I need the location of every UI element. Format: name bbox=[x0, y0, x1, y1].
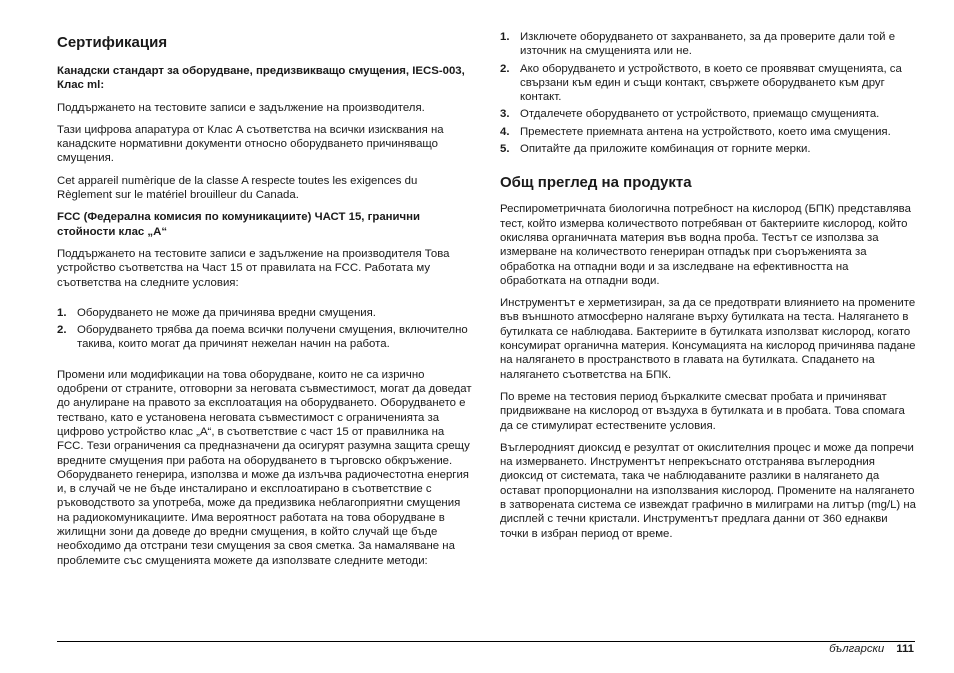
list-item bbox=[500, 125, 916, 139]
list-item bbox=[500, 107, 916, 121]
fcc-heading: FCC (Федерална комисия по комуникациите) ЧАСТ 15, гранични стойности клас „А“ bbox=[57, 211, 421, 238]
certification-heading: Сертификация bbox=[57, 34, 168, 51]
list-number: 1. bbox=[57, 306, 67, 319]
list-number: 3. bbox=[500, 108, 510, 121]
paragraph: Поддържането на тестовите записи е задължение на производителя Това устройство съответства на Част 15 от правилата на FCC. Работата му съответства на следните условия: bbox=[57, 247, 450, 289]
right-column bbox=[500, 30, 916, 549]
list-text: Изключете оборудването от захранването, за да проверите дали той е източник на смущенията или не. bbox=[520, 31, 896, 58]
paragraph: Инструментът е херметизиран, за да се предотврати влиянието на промените във външното атмосферно налягане върху бутилката на теста. Налягането в бутилката се наблюдава. Бактериите в бутилката използват кислород, когато консумират органична материя. Консумацията на кислород причинява падане на налягането в пространството в главата на бутилката. Спадането на налягането съответства на БПК. bbox=[500, 297, 916, 381]
left-column bbox=[57, 30, 473, 576]
list-item bbox=[500, 62, 916, 105]
list-number: 4. bbox=[500, 125, 510, 138]
list-item bbox=[57, 306, 473, 320]
canada-standard-heading: Канадски стандарт за оборудване, предизвикващо смущения, IECS-003, Клас ml: bbox=[57, 65, 465, 92]
list-text: Опитайте да приложите комбинация от горните мерки. bbox=[520, 143, 811, 156]
list-text: Отдалечете оборудването от устройството, приемащо смущенията. bbox=[520, 108, 880, 121]
paragraph: Респирометричната биологична потребност на кислород (БПК) представлява тест, който измерва количеството потребяван от бактериите кислород, който окислява органичната материя във водна проба. Тестът се използва за измерване на количеството генериран отпадък при съоръженията за обработка на отпадни води и за изследване на ефективността на обработката на отпадни води. bbox=[500, 203, 911, 287]
list-number: 2. bbox=[57, 324, 67, 337]
footer-language: български bbox=[829, 643, 885, 655]
list-number: 2. bbox=[500, 62, 510, 75]
paragraph: Cet appareil numèrique de la classe A respecte toutes les exigences du Règlement sur le matériel brouilleur du Canada. bbox=[57, 174, 418, 202]
paragraph: Промени или модификации на това оборудване, които не са изрично одобрени от страните, отговорни за неговата съвместимост, могат да доведат до анулиране на правото за експлоатация на оборудването. Оборудването е тествано, като е установена неговата съвместимост с ограниченията за цифрово устройство клас „А“, в съответствие с част 15 от правилника на FCC. Тези ограничения са предназначени да осигурят разумна защита срещу вредните смущения при работа на оборудването в търговско обкръжение. Оборудването генерира, използва и може да излъчва радиочестотна енергия и, в случай че не бъде инсталирано и експлоатирано в съответствие с ръководството за употреба, може да предизвика неблагоприятни смущения на радиокомуникациите. Има вероятност работата на това оборудване в жилищни зони да доведе до вредни смущения, в който случай ще бъде необходимо да отстрани тези смущения за своя сметка. За намаляване на проблемите със смущенията можете да използвате следните методи: bbox=[57, 368, 472, 567]
list-text: Преместете приемната антена на устройството, което има смущения. bbox=[520, 125, 891, 138]
list-text: Ако оборудването и устройството, в което се проявяват смущенията, са свързани към един и същи контакт, свържете оборудването към друг контакт. bbox=[520, 62, 902, 104]
paragraph: Тази цифрова апаратура от Клас А съответства на всички изисквания на канадските нормативни документи относно оборудването причиняващо смущения. bbox=[57, 123, 444, 165]
list-item bbox=[57, 323, 473, 352]
page-number: 111 bbox=[896, 643, 914, 655]
paragraph: По време на тестовия период бъркалките смесват пробата и причиняват придвижване на кислород от въздуха в бутилката и в пробата. Това спомага да се стимулират естествените условия. bbox=[500, 390, 905, 432]
list-text: Оборудването трябва да поема всички получени смущения, включително такива, които могат да причинят нежелан начин на работа. bbox=[77, 324, 468, 351]
list-number: 1. bbox=[500, 31, 510, 43]
list-text: Оборудването не може да причинява вредни смущения. bbox=[77, 306, 376, 319]
list-number: 5. bbox=[500, 143, 510, 156]
footer-divider bbox=[57, 641, 915, 642]
conditions-list bbox=[57, 306, 473, 352]
paragraph: Поддържането на тестовите записи е задължение на производителя. bbox=[57, 101, 425, 114]
list-item bbox=[500, 30, 916, 59]
product-overview-heading: Общ преглед на продукта bbox=[500, 174, 692, 192]
list-item bbox=[500, 142, 916, 156]
page-footer bbox=[829, 643, 914, 655]
methods-list bbox=[500, 30, 916, 156]
paragraph: Въглеродният диоксид е резултат от окислителния процес и може да попречи на измерването. Инструментът непрекъснато отстранява въглеродния диоксид от системата, така че наблюдаваните разлики в налягането да остават пропорционални на използвания кислород. Промените на налягането в затворената система се извеждат графично в милиграми на литър (mg/L) на дисплей с течни кристали. Инструментът предлага данни от 360 еднакви точки в избран период от време. bbox=[500, 441, 917, 540]
